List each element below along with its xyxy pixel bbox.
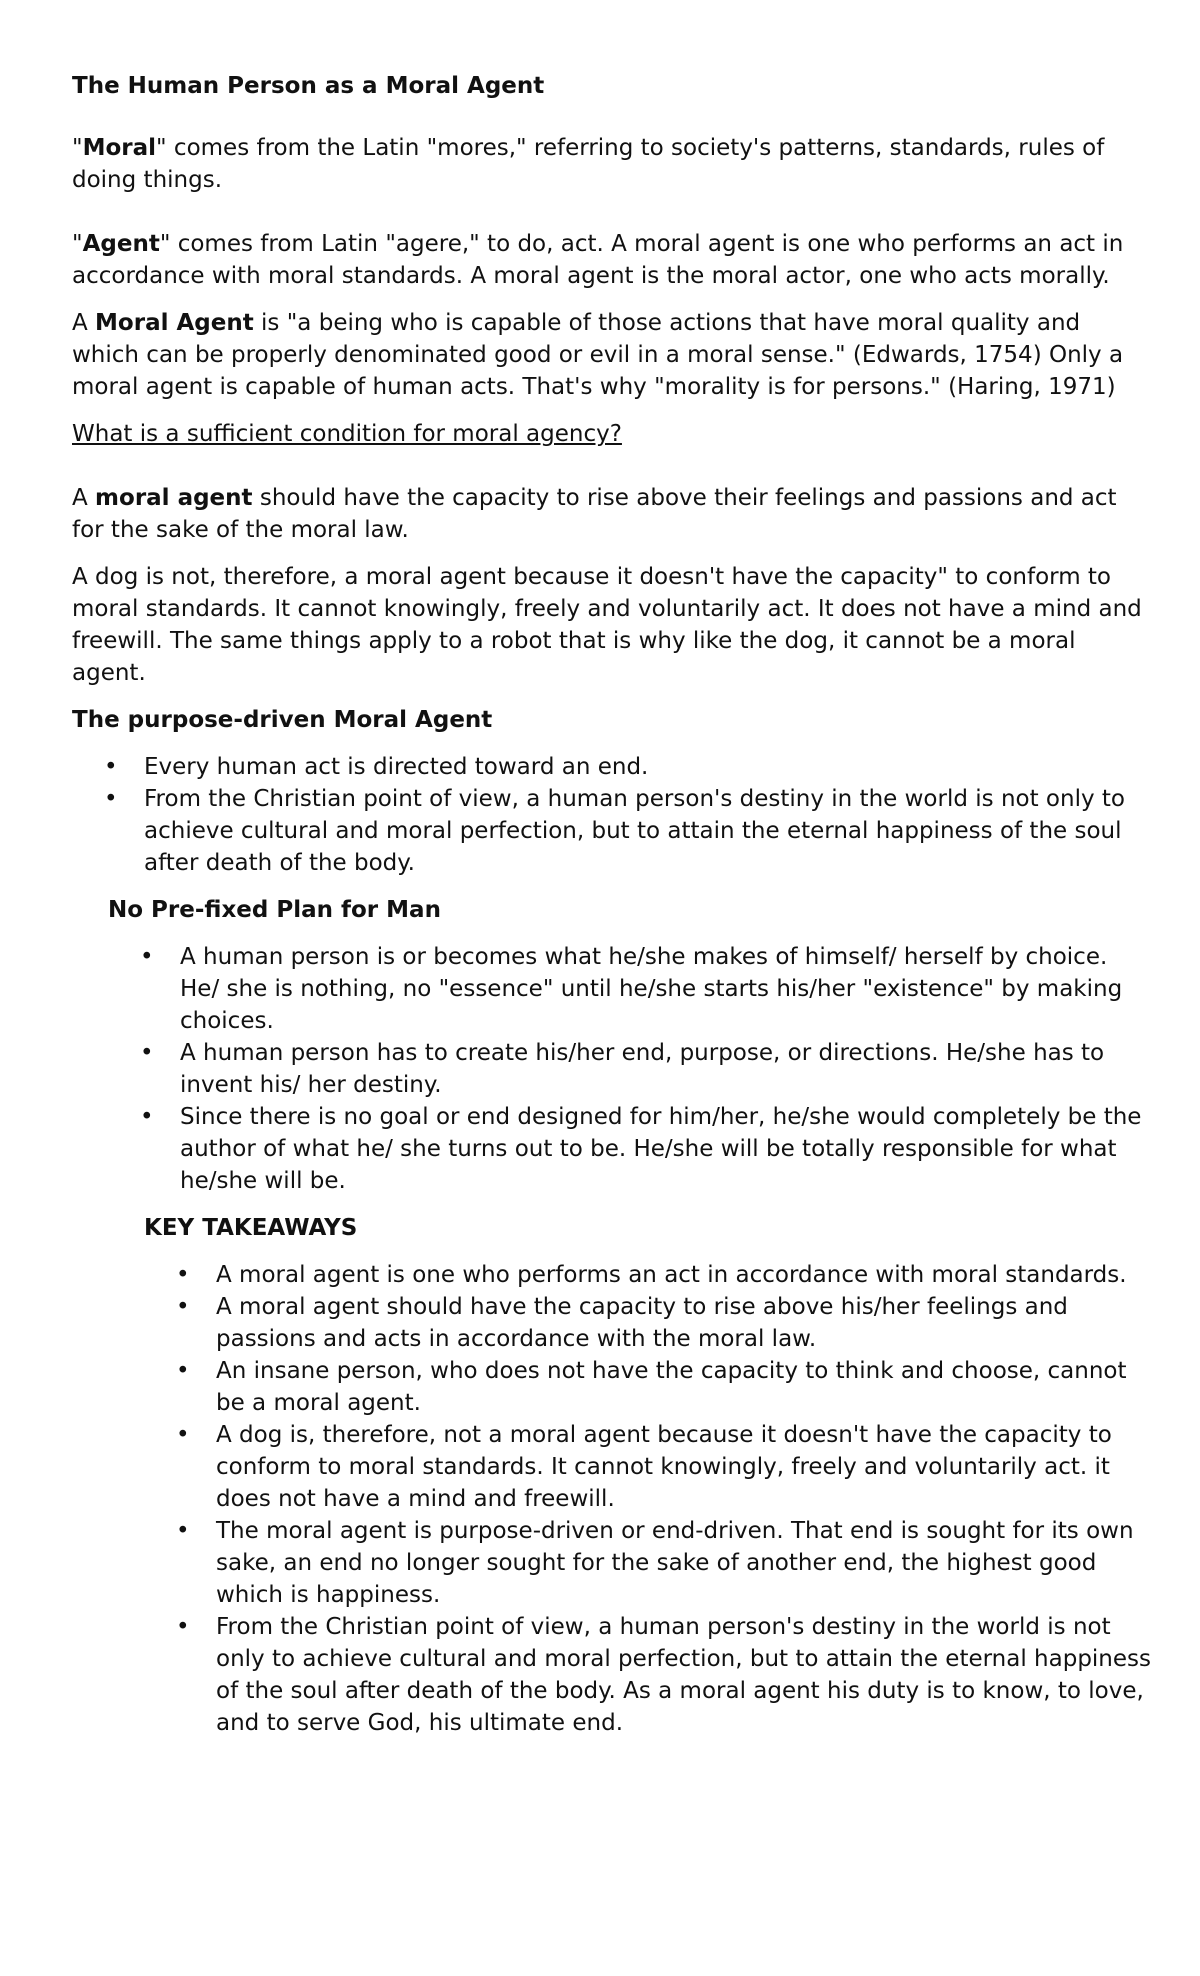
- section-heading-key-takeaways: KEY TAKEAWAYS: [144, 1215, 358, 1241]
- list-item: [108, 1037, 1140, 1101]
- list-item-text: A moral agent should have the capacity to rise above his/her feelings and passions and acts in accordance with the moral law.: [216, 1294, 1068, 1352]
- term-moral-agent-bold: moral agent: [95, 485, 253, 511]
- paragraph-text: " comes from the Latin "mores," referring to society's patterns, standards, rules of doing things.: [72, 135, 1105, 193]
- paragraph-agent-definition: [72, 228, 1142, 292]
- section-key-takeaways: [144, 1212, 1152, 1739]
- term-moral-agent: Moral Agent: [95, 310, 254, 336]
- list-item-text: A human person is or becomes what he/she makes of himself/ herself by choice. He/ she is nothing, no "essence" until he/she starts his/her "existence" by making choices.: [180, 944, 1123, 1034]
- list-item-text: An insane person, who does not have the capacity to think and choose, cannot be a moral agent.: [216, 1358, 1127, 1416]
- paragraph-moral-agent-definition: [72, 307, 1142, 403]
- bullet-icon: •: [176, 1294, 190, 1320]
- bullet-icon: •: [176, 1518, 190, 1544]
- list-item-text: Since there is no goal or end designed for him/her, he/she would completely be the author of what he/ she turns out to be. He/she will be totally responsible for what he/she will be.: [180, 1104, 1142, 1194]
- list-item: [144, 1259, 1140, 1291]
- list-item: [144, 1291, 1140, 1355]
- bullet-icon: •: [176, 1358, 190, 1384]
- list-item-text: The moral agent is purpose-driven or end-driven. That end is sought for its own sake, an end no longer sought for the sake of another end, the highest good which is happiness.: [216, 1518, 1134, 1608]
- list-item: [108, 1101, 1140, 1197]
- list-item: [72, 783, 1140, 879]
- list-key-takeaways: [144, 1259, 1152, 1739]
- term-agent: Agent: [82, 231, 160, 257]
- list-item: [108, 941, 1140, 1037]
- quote-mark: ": [72, 135, 83, 161]
- section-heading-no-prefixed-plan: No Pre-fixed Plan for Man: [108, 897, 441, 923]
- list-item-text: Every human act is directed toward an end.: [144, 754, 649, 780]
- paragraph-text: is "a being who is capable of those actions that have moral quality and which can be properly denominated good or evil in a moral sense." (Edwards, 1754) Only a moral agent is capable of human acts. That's why "morality is for persons." (Haring, 1971): [72, 310, 1124, 400]
- bullet-icon: •: [104, 754, 118, 780]
- quote-mark: ": [72, 231, 83, 257]
- paragraph-moral-definition: [72, 132, 1142, 196]
- list-purpose-driven: [72, 751, 1140, 879]
- paragraph-text: should have the capacity to rise above their feelings and passions and act for the sake of the moral law.: [72, 485, 1117, 543]
- term-moral: Moral: [82, 135, 157, 161]
- list-item-text: A dog is, therefore, not a moral agent because it doesn't have the capacity to conform to moral standards. It cannot knowingly, freely and voluntarily act. it does not have a mind and freewill.: [216, 1422, 1112, 1512]
- bullet-icon: •: [140, 1104, 154, 1130]
- list-item: [144, 1419, 1140, 1515]
- question-heading: What is a sufficient condition for moral agency?: [72, 421, 622, 447]
- bullet-icon: •: [176, 1614, 190, 1640]
- list-item: [144, 1355, 1140, 1419]
- list-item-text: A human person has to create his/her end, purpose, or directions. He/she has to invent his/ her destiny.: [180, 1040, 1105, 1098]
- paragraph-dog-example: A dog is not, therefore, a moral agent because it doesn't have the capacity" to conform to moral standards. It cannot knowingly, freely and voluntarily act. It does not have a mind and freewill. The same things apply to a robot that is why like the dog, it cannot be a moral agent.: [72, 564, 1142, 686]
- paragraph-capacity: [72, 482, 1142, 546]
- list-item-text: From the Christian point of view, a human person's destiny in the world is not only to achieve cultural and moral perfection, but to attain the eternal happiness of the soul after death of the body. As a moral agent his duty is to know, to love, and to serve God, his ultimate end.: [216, 1614, 1152, 1736]
- list-item: [144, 1515, 1140, 1611]
- list-item: [144, 1611, 1152, 1739]
- bullet-icon: •: [140, 944, 154, 970]
- section-heading-purpose-driven: The purpose-driven Moral Agent: [72, 707, 493, 733]
- paragraph-prefix: A: [72, 485, 96, 511]
- list-item-text: From the Christian point of view, a human person's destiny in the world is not only to achieve cultural and moral perfection, but to attain the eternal happiness of the soul after death of the body.: [144, 786, 1125, 876]
- list-item-text: A moral agent is one who performs an act in accordance with moral standards.: [216, 1262, 1127, 1288]
- bullet-icon: •: [176, 1262, 190, 1288]
- bullet-icon: •: [104, 786, 118, 812]
- paragraph-prefix: A: [72, 310, 96, 336]
- bullet-icon: •: [176, 1422, 190, 1448]
- section-no-prefixed-plan: [108, 894, 1140, 1197]
- document-title: The Human Person as a Moral Agent: [72, 73, 545, 99]
- list-no-prefixed-plan: [108, 941, 1140, 1197]
- list-item: [72, 751, 1140, 783]
- paragraph-text: " comes from Latin "agere," to do, act. A moral agent is one who performs an act in accordance with moral standards. A moral agent is the moral actor, one who acts morally.: [72, 231, 1124, 289]
- bullet-icon: •: [140, 1040, 154, 1066]
